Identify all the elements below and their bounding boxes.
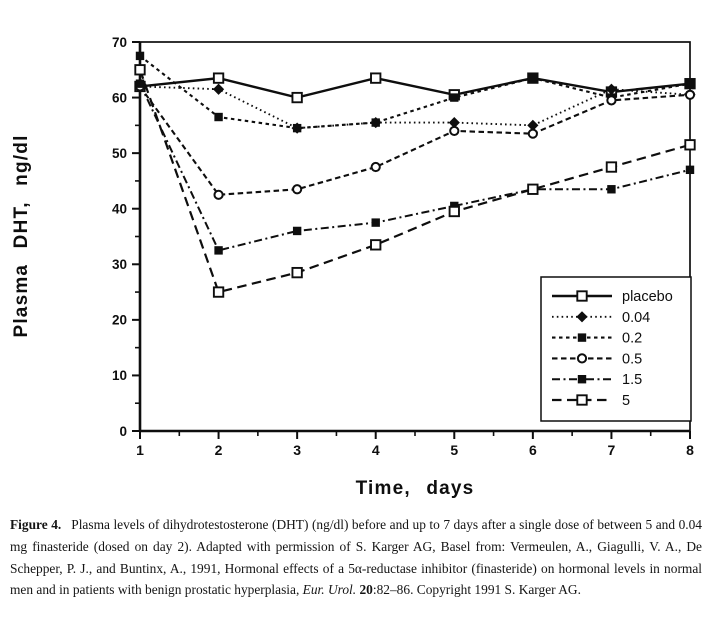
- caption-segment: Figure 4.: [10, 517, 62, 532]
- x-tick-label: 2: [214, 442, 223, 458]
- data-point-0.5-day6: [529, 130, 537, 138]
- y-tick-label: 20: [111, 312, 127, 328]
- data-point-1.5-day3: [293, 227, 301, 235]
- data-point-0.2-day6: [529, 74, 537, 82]
- data-point-0.2-day8: [686, 79, 694, 87]
- data-point-5-day6: [528, 185, 537, 194]
- legend-label-placebo: placebo: [622, 289, 673, 305]
- caption-segment: 20: [359, 582, 373, 598]
- x-tick-label: 1: [136, 442, 144, 458]
- legend-marker-1.5: [578, 375, 586, 383]
- x-tick-label: 7: [607, 442, 616, 458]
- x-tick-label: 4: [371, 442, 380, 458]
- data-point-5-day1: [135, 65, 144, 74]
- y-tick-label: 10: [111, 368, 127, 384]
- x-tick-label: 5: [450, 442, 459, 458]
- y-tick-label: 40: [111, 201, 127, 217]
- data-point-1.5-day2: [214, 246, 222, 254]
- data-point-placebo-day3: [292, 93, 301, 102]
- legend-label-0.2: 0.2: [622, 330, 643, 347]
- data-point-placebo-day2: [214, 73, 223, 82]
- data-point-0.2-day3: [293, 124, 301, 132]
- data-point-1.5-day1: [136, 79, 144, 87]
- y-tick-label: 60: [111, 90, 127, 106]
- data-point-0.2-day4: [372, 118, 380, 126]
- x-tick-label: 8: [686, 442, 694, 458]
- legend-label-0.04: 0.04: [622, 309, 651, 326]
- y-axis-title: Plasma DHT, ng/dl: [11, 134, 32, 338]
- data-point-5-day3: [292, 268, 301, 277]
- data-point-0.2-day1: [136, 52, 144, 60]
- legend-marker-placebo: [577, 291, 586, 300]
- data-point-1.5-day7: [607, 185, 615, 193]
- data-point-5-day4: [371, 240, 380, 249]
- caption-segment: :82–86. Copyright 1991 S. Karger AG.: [372, 582, 581, 598]
- data-point-1.5-day4: [372, 218, 380, 226]
- data-point-0.5-day7: [607, 96, 615, 104]
- x-axis-title: Time, days: [355, 478, 475, 499]
- y-tick-label: 70: [111, 34, 127, 50]
- data-point-5-day8: [685, 140, 694, 149]
- legend-marker-0.2: [578, 333, 586, 341]
- legend-label-0.5: 0.5: [622, 351, 643, 368]
- data-point-0.2-day5: [450, 93, 458, 101]
- legend-label-1.5: 1.5: [622, 372, 643, 389]
- data-point-0.5-day2: [214, 191, 222, 199]
- data-point-0.5-day5: [450, 127, 458, 135]
- caption-segment: Plasma levels of dihydrotestosterone (DHT) (ng/dl) before and up to 7 days after a single dose of between 5 and 0.04 mg finasteride (dosed on day 2). Adapted with permission of S. Karger AG, Basel from: Vermeulen, A., Giagulli, V. A., De Schepper, P. J., and Buntinx, A., 1991, Hormonal effects of a 5α-reductase inhibitor (finasteride) on hormonal levels in normal men and in patients with benign prostatic hyperplasia,: [10, 517, 702, 598]
- y-tick-label: 50: [111, 145, 127, 161]
- legend-marker-5: [577, 395, 586, 404]
- data-point-0.5-day3: [293, 185, 301, 193]
- data-point-5-day2: [214, 287, 223, 296]
- legend-marker-0.5: [578, 354, 586, 362]
- x-tick-label: 3: [293, 442, 302, 458]
- y-tick-label: 30: [111, 257, 127, 273]
- data-point-5-day5: [450, 207, 459, 216]
- data-point-1.5-day8: [686, 166, 694, 174]
- data-point-0.2-day2: [214, 113, 222, 121]
- data-point-5-day7: [607, 162, 616, 171]
- caption-segment: Eur. Urol.: [302, 582, 357, 598]
- legend-label-5: 5: [622, 393, 631, 409]
- data-point-placebo-day4: [371, 73, 380, 82]
- x-tick-label: 6: [528, 442, 537, 458]
- data-point-0.5-day8: [686, 91, 694, 99]
- data-point-0.5-day4: [372, 163, 380, 171]
- y-tick-label: 0: [119, 423, 127, 439]
- figure-caption: [10, 514, 702, 601]
